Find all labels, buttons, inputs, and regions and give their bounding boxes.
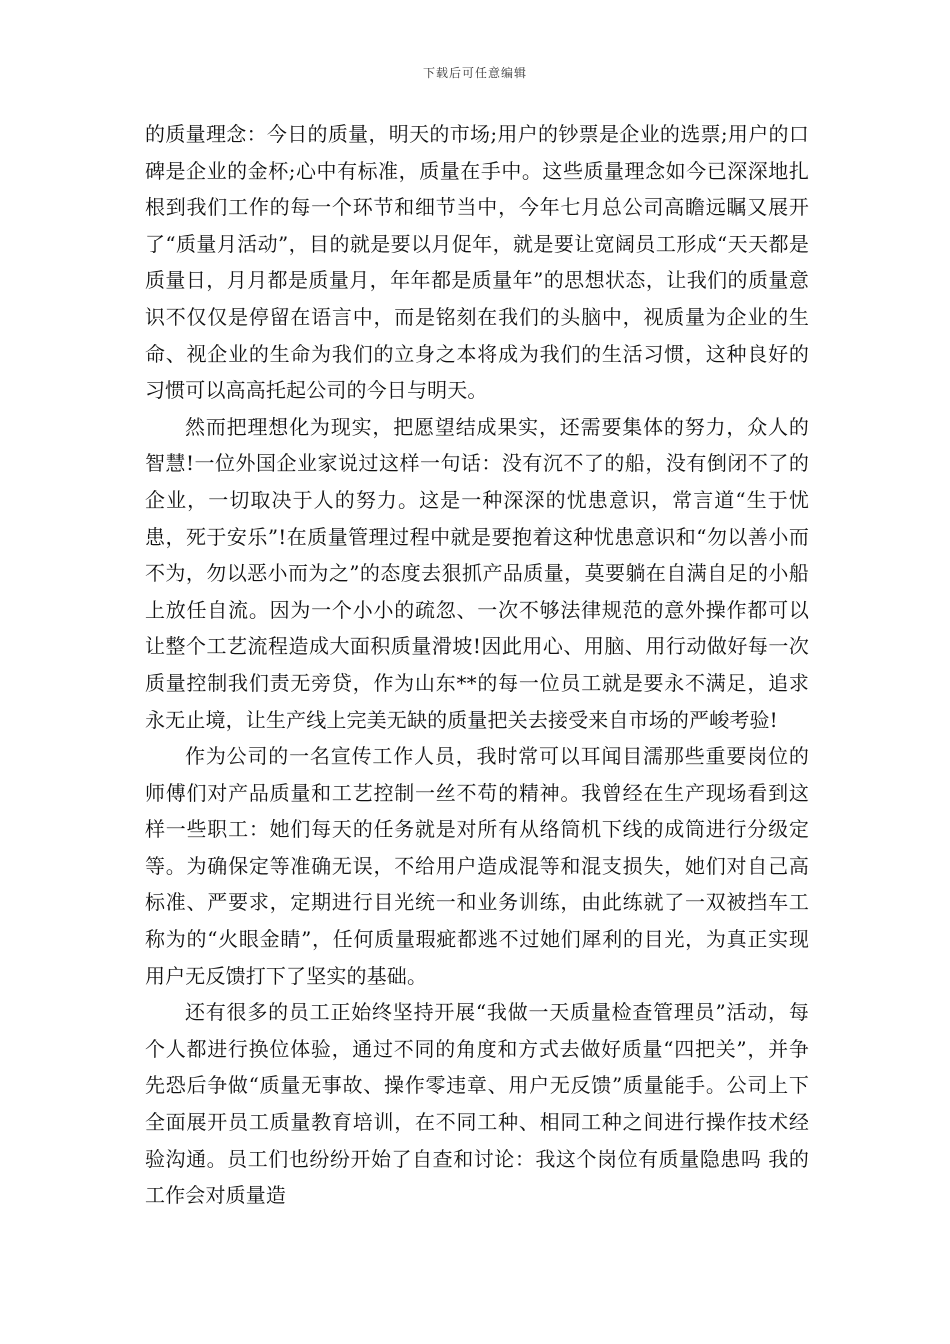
paragraph-collective-effort: 然而把理想化为现实，把愿望结成果实，还需要集体的努力，众人的智慧!一位外国企业家说过这样一句话：没有沉不了的船，没有倒闭不了的企业，一切取决于人的努力。这是一种深深的忧患意识，常言道“生于忧患，死于安乐”!在质量管理过程中就是要抱着这种忧患意识和“勿以善小而不为，勿以恶小而为之”的态度去狠抓产品质量，莫要躺在自满自足的小船上放任自流。因为一个小小的疏忽、一次不够法律规范的意外操作都可以让整个工艺流程造成大面积质量滑坡!因此用心、用脑、用行动做好每一次质量控制我们责无旁贷，作为山东**的每一位员工就是要永不满足，追求永无止境，让生产线上完美无缺的质量把关去接受来自市场的严峻考验!: [145, 414, 809, 732]
page-header: 下载后可任意编辑: [422, 66, 527, 80]
paragraph-quality-inspector-activity: 还有很多的员工正始终坚持开展“我做一天质量检查管理员”活动，每个人都进行换位体验，通过不同的角度和方式去做好质量“四把关”，并争先恐后争做“质量无事故、操作零违章、用户无反馈”质量能手。公司上下全面展开员工质量教育培训，在不同工种、相同工种之间进行操作技术经验沟通。员工们也纷纷开始了自查和讨论：我这个岗位有质量隐患吗 我的工作会对质量造: [145, 1000, 809, 1208]
document-body: [145, 116, 809, 1214]
paragraph-publicity-worker: 作为公司的一名宣传工作人员，我时常可以耳闻目濡那些重要岗位的师傅们对产品质量和工艺控制一丝不苟的精神。我曾经在生产现场看到这样一些职工：她们每天的任务就是对所有从络筒机下线的成筒进行分级定等。为确保定等准确无误，不给用户造成混等和混支损失，她们对自己高标准、严要求，定期进行目光统一和业务训练，由此练就了一双被挡车工称为的“火眼金睛”，任何质量瑕疵都逃不过她们犀利的目光，为真正实现用户无反馈打下了坚实的基础。: [145, 744, 809, 988]
paragraph-quality-philosophy: 的质量理念：今日的质量，明天的市场;用户的钞票是企业的选票;用户的口碑是企业的金杯;心中有标准，质量在手中。这些质量理念如今已深深地扎根到我们工作的每一个环节和细节当中，今年七月总公司高瞻远瞩又展开了“质量月活动”，目的就是要以月促年，就是要让宽阔员工形成“天天都是质量日，月月都是质量月，年年都是质量年”的思想状态，让我们的质量意识不仅仅是停留在语言中，而是铭刻在我们的头脑中，视质量为企业的生命、视企业的生命为我们的立身之本将成为我们的生活习惯，这种良好的习惯可以高高托起公司的今日与明天。: [145, 122, 809, 403]
